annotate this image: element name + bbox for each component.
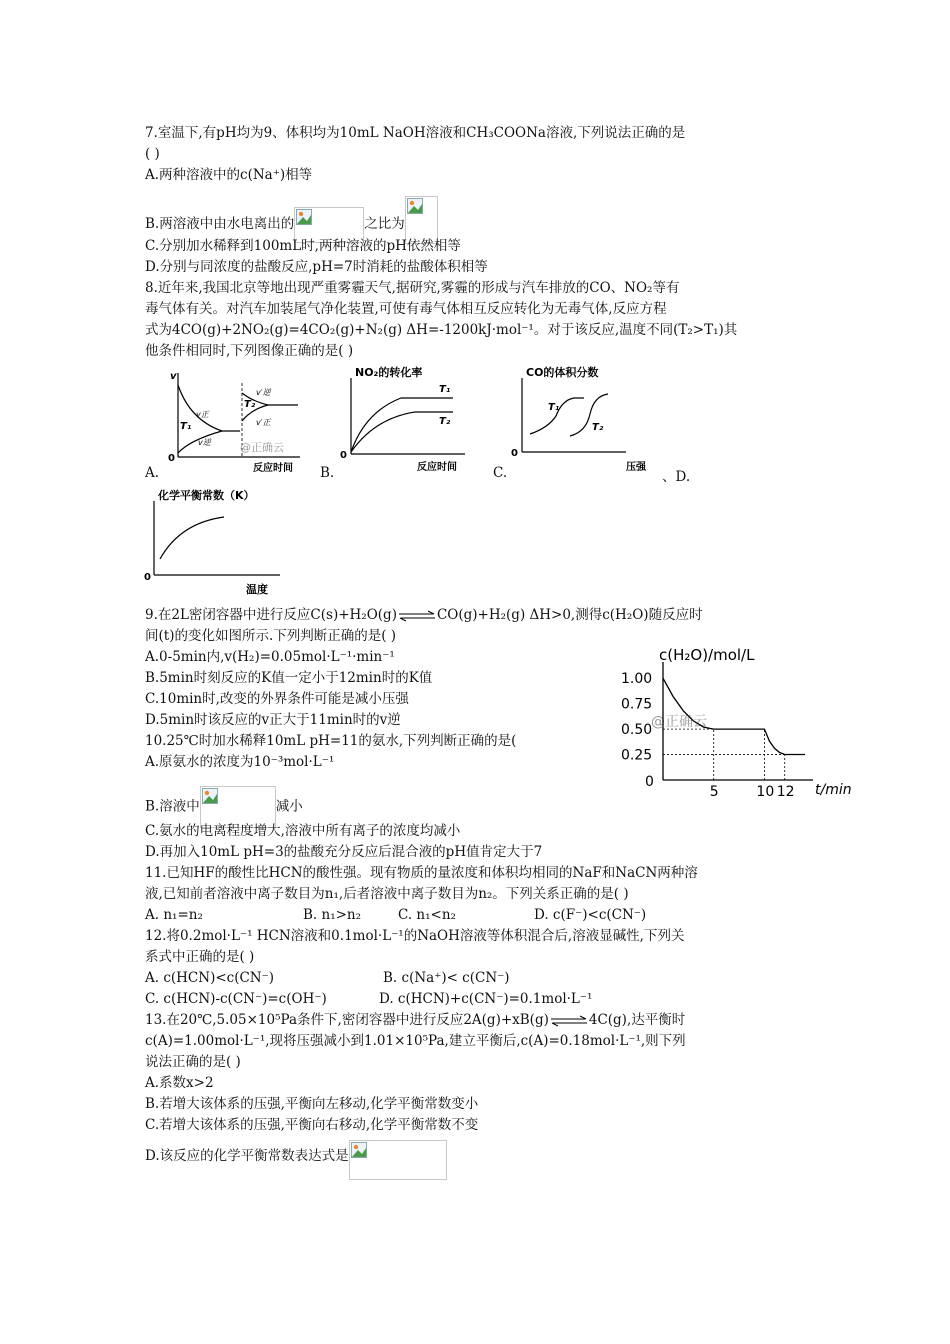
graph-c-t1: T₁ [548,402,560,413]
graph-a-vz2: v′正 [256,418,271,427]
q8-option-b-label: B. [320,465,335,481]
q12-option-a: A. c(HCN)<c(CN⁻) [145,970,275,986]
chart-watermark: @正确云 [651,714,707,730]
q12-stem-1: 12.将0.2mol·L⁻¹ HCN溶液和0.1mol·L⁻¹的NaOH溶液等体积混合后,溶液显碱性,下列关 [145,928,685,944]
q11-option-d: D. c(F⁻)<c(CN⁻) [534,907,647,923]
graph-a-t1: T₁ [180,421,192,432]
q10-option-b-pre: B.溶液中 [145,798,200,815]
graph-a-t2: T₂ [244,399,256,410]
chart-y-tick-label: 0.25 [621,747,653,764]
q9-option-c: C.10min时,改变的外界条件可能是减小压强 [145,691,409,707]
q7-option-b-text: B.两溶液中由水电离出的 [145,216,295,232]
chart-origin-label: 0 [645,774,654,790]
q10-option-d: D.再加入10mL pH=3的盐酸充分反应后混合液的pH值肯定大于7 [145,844,543,860]
q13-option-a: A.系数x>2 [145,1075,214,1091]
q8-graph-c [508,362,658,474]
chart-x-label: t/min [815,782,852,798]
q9-option-b: B.5min时刻反应的K值一定小于12min时的K值 [145,670,433,686]
broken-image-icon [349,1140,447,1180]
q11-option-a: A. n₁=n₂ [145,907,203,923]
q9-stem-1-pre: 9.在2L密闭容器中进行反应C(s)+H₂O(g) [145,607,397,623]
q8-graph-d [140,483,290,599]
graph-d-x-label: 温度 [246,583,268,596]
graph-d-origin: 0 [144,572,151,583]
graph-a-vn2: v′逆 [256,388,271,397]
q13-option-b: B.若增大该体系的压强,平衡向左移动,化学平衡常数变小 [145,1096,479,1112]
q8-option-c-label: C. [493,465,508,481]
q13-stem-1 [145,1011,685,1029]
chart-y-tick-label: 0.75 [621,696,653,713]
graph-b-title: NO₂的转化率 [355,366,423,379]
q9-option-a: A.0-5min内,v(H₂)=0.05mol·L⁻¹·min⁻¹ [145,649,395,665]
graph-d-title: 化学平衡常数（K） [158,489,255,502]
chart-y-label: c(H₂O)/mol/L [659,646,755,664]
q11-stem-1: 11.已知HF的酸性比HCN的酸性强。现有物质的量浓度和体积均相同的NaF和NaCN两种溶 [145,865,698,881]
graph-a-y-label: v [170,371,177,382]
q9-option-d: D.5min时该反应的v正大于11min时的v逆 [145,712,401,728]
q8-option-a-label: A. [145,465,160,481]
q8-stem-3: 式为4CO(g)+2NO₂(g)=4CO₂(g)+N₂(g) ΔH=-1200kJ·mol⁻¹。对于该反应,温度不同(T₂>T₁)其 [145,322,738,338]
q7-option-c: C.分别加水稀释到100mL时,两种溶液的pH依然相等 [145,238,461,254]
q13-option-d [145,1140,447,1180]
q7-paren: ( ) [145,146,160,162]
q7-option-d: D.分别与同浓度的盐酸反应,pH=7时消耗的盐酸体积相等 [145,259,488,275]
q7-option-a: A.两种溶液中的c(Na⁺)相等 [145,167,313,183]
q8-stem-1: 8.近年来,我国北京等地出现严重雾霾天气,据研究,雾霾的形成与汽车排放的CO、NO₂等有 [145,280,680,296]
q13-stem-2: c(A)=1.00mol·L⁻¹,现将压强减小到1.01×10⁵Pa,建立平衡后,c(A)=0.18mol·L⁻¹,则下列 [145,1033,686,1049]
graph-b-origin: 0 [340,450,347,461]
q8-graph-a [160,365,310,477]
q12-option-b: B. c(Na⁺)< c(CN⁻) [383,970,510,986]
graph-c-t2: T₂ [592,422,604,433]
q12-option-c: C. c(HCN)-c(CN⁻)=c(OH⁻) [145,991,327,1007]
q13-stem-1-post: 4C(g),达平衡时 [588,1012,686,1028]
graph-c-title: CO的体积分数 [526,366,599,379]
chart-x-tick-label: 5 [709,784,719,800]
graph-b-t2: T₂ [439,416,451,427]
q10-option-b-post: 减小 [275,798,303,815]
graph-a-vn: v逆 [198,438,211,447]
chart-y-tick-label: 0.50 [621,722,653,739]
q8-graph-b [335,362,485,474]
q7-stem: 7.室温下,有pH均为9、体积均为10mL NaOH溶液和CH₃COONa溶液,下列说法正确的是 [145,125,686,141]
q7-option-b-ratio: 之比为 [364,216,405,232]
equilibrium-arrow-icon [549,1015,589,1027]
q9-stem-1-post: CO(g)+H₂(g) ΔH>0,测得c(H₂O)随反应时 [436,607,703,623]
graph-a-x-label: 反应时间 [253,463,293,474]
graph-c-origin: 0 [511,448,518,459]
q12-option-d: D. c(HCN)+c(CN⁻)=0.1mol·L⁻¹ [379,991,593,1007]
equilibrium-arrow-icon [397,610,437,622]
q11-option-c: C. n₁<n₂ [398,907,456,923]
q10-stem: 10.25℃时加水稀释10mL pH=11的氨水,下列判断正确的是( [145,733,517,749]
q12-stem-2: 系式中正确的是( ) [145,949,255,965]
chart-x-tick-label: 10 [756,784,775,800]
graph-b-t1: T₁ [439,384,451,395]
q10-option-a: A.原氨水的浓度为10⁻³mol·L⁻¹ [145,754,335,770]
graph-c-x-label: 压强 [626,462,646,473]
q11-stem-2: 液,已知前者溶液中离子数目为n₁,后者溶液中离子数目为n₂。下列关系正确的是( ) [145,886,629,902]
q8-stem-2: 毒气体有关。对汽车加装尾气净化装置,可使有毒气体相互反应转化为无毒气体,反应方程 [145,301,667,317]
chart-y-tick-label: 1.00 [621,671,653,688]
q10-option-c: C.氨水的电离程度增大,溶液中所有离子的浓度均减小 [145,823,461,839]
q13-option-c: C.若增大该体系的压强,平衡向右移动,化学平衡常数不变 [145,1117,479,1133]
graph-a-watermark: @正确云 [240,441,284,454]
graph-a-vz: v正 [196,410,209,419]
q9-stem-2: 间(t)的变化如图所示.下列判断正确的是( ) [145,628,397,644]
chart-x-tick-label: 12 [776,784,795,800]
q9-stem-1 [145,606,703,624]
q8-stem-4: 他条件相同时,下列图像正确的是( ) [145,343,354,359]
graph-a-origin: 0 [168,453,175,464]
q13-stem-1-pre: 13.在20℃,5.05×10⁵Pa条件下,密闭容器中进行反应2A(g)+xB(g) [145,1012,549,1028]
q11-option-b: B. n₁>n₂ [303,907,362,923]
q13-stem-3: 说法正确的是( ) [145,1054,241,1070]
q13-option-d-text: D.该反应的化学平衡常数表达式是 [145,1148,349,1164]
graph-b-x-label: 反应时间 [417,462,457,473]
q8-option-d-label: 、D. [662,469,691,485]
q9-chart [605,640,855,802]
